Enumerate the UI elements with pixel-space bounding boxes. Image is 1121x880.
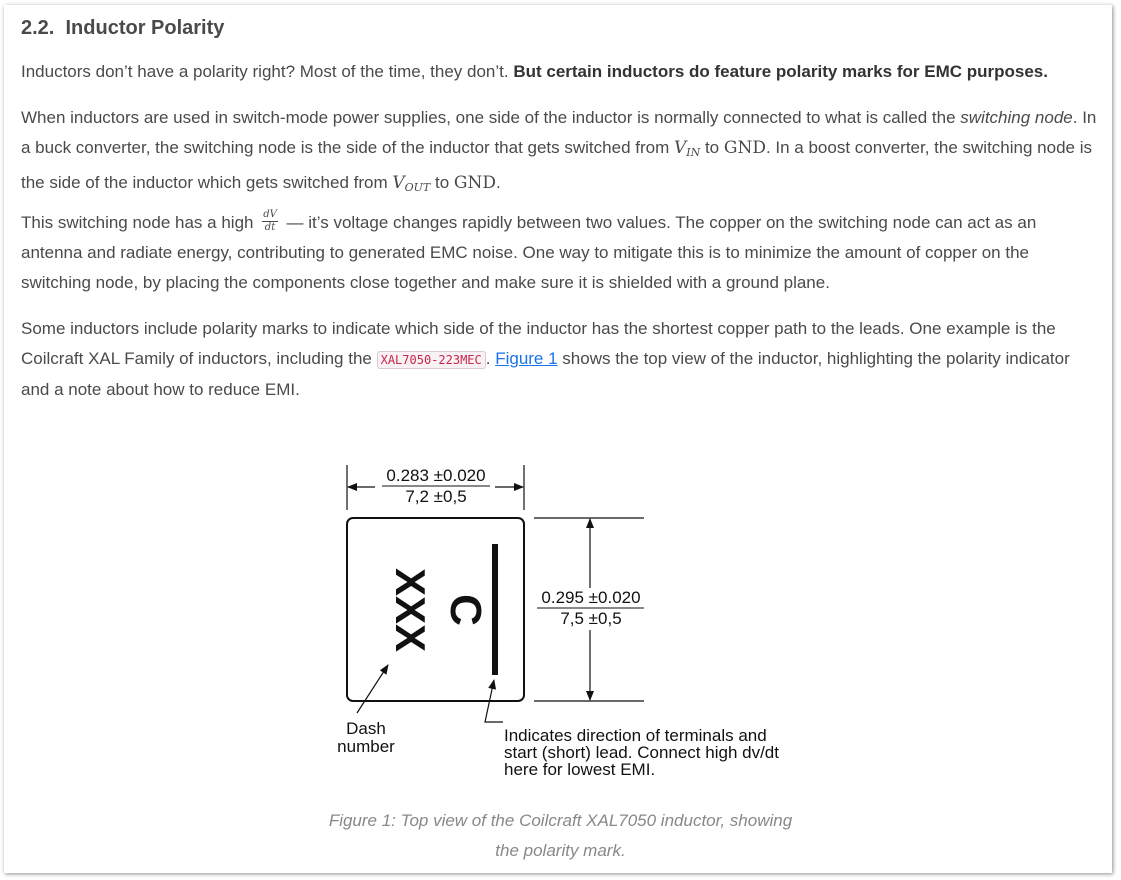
intro-text: Inductors don’t have a polarity right? Most of the time, they don’t. (21, 62, 514, 81)
paragraph-polarity-marks (21, 314, 1101, 405)
note-line-1: Indicates direction of terminals and (504, 726, 767, 745)
dash-label-line-2: number (337, 737, 395, 756)
part-number-code: XAL7050-223MEC (377, 351, 486, 369)
p2-text-2: . In a buck converter, the switching node is the side of the inductor that gets switched from (21, 108, 1097, 157)
intro-bold-text: But certain inductors do feature polarity marks for EMC purposes. (513, 62, 1048, 81)
dv-dt-fraction: $\frac{dV}{dt}$ (263, 209, 277, 234)
manufacturer-c-marking: C (441, 594, 490, 626)
note-line-2: start (short) lead. Connect high dv/dt (504, 743, 779, 762)
caption-line-1: Figure 1: Top view of the Coilcraft XAL7050 inductor, showing (328, 811, 793, 830)
paragraph-dvdt (21, 208, 1101, 298)
height-mm-label: 7,5 ±0,5 (560, 609, 622, 628)
dash-label-line-1: Dash (346, 719, 386, 738)
gnd-symbol: GND (723, 138, 766, 158)
gnd-symbol-2: GND (453, 173, 496, 193)
caption-line-2: the polarity mark. (495, 841, 626, 860)
p2-text-4: . In a boost converter, the switching node is the side of the inductor which gets switched from (21, 138, 1092, 192)
vin-symbol: $V_{IN}$ (673, 138, 701, 159)
p2-text-1: When inductors are used in switch-mode power supplies, one side of the inductor is normally connected to what is called the (21, 108, 961, 127)
note-line-3: here for lowest EMI. (504, 760, 656, 779)
polarity-bar-mark (492, 544, 498, 675)
p3-text-2: — it’s voltage changes rapidly between two values. The copper on the switching node can act as an antenna and radiate energy, contributing to generated EMC noise. One way to mitigate this is to minimize the amount of copper on the switching node, by placing the components close together and make sure it is shielded with a ground plane. (21, 213, 1037, 292)
section-title: Inductor Polarity (65, 17, 225, 39)
switching-node-term: switching node (960, 108, 1073, 127)
vout-symbol: $V_{OUT}$ (392, 173, 431, 194)
dash-number-marking: XXX (387, 567, 434, 653)
paragraph-switching-node (21, 103, 1101, 203)
height-inches-label: 0.295 ±0.020 (541, 588, 641, 607)
figure-1-link[interactable]: Figure 1 (495, 349, 558, 368)
p4-text-2: . (485, 349, 496, 368)
dash-number-leader (357, 665, 388, 713)
inductor-top-view-figure (330, 460, 810, 790)
p4-text-3: shows the top view of the inductor, highlighting the polarity indicator and a note about how to reduce EMI. (21, 349, 1070, 399)
p2-text-5: to (430, 173, 454, 192)
p3-text-1: This switching node has a high (21, 213, 259, 232)
paragraph-intro (21, 57, 1101, 87)
p2-text-3: to (700, 138, 724, 157)
section-heading (21, 17, 224, 40)
p2-text-6: . (496, 173, 501, 192)
figure-caption (0, 806, 1121, 866)
p4-text-1: Some inductors include polarity marks to indicate which side of the inductor has the shortest copper path to the leads. One example is the Coilcraft XAL Family of inductors, including the (21, 319, 1056, 368)
section-number: 2.2. (21, 17, 55, 39)
width-inches-label: 0.283 ±0.020 (386, 466, 486, 485)
width-mm-label: 7,2 ±0,5 (405, 487, 467, 506)
